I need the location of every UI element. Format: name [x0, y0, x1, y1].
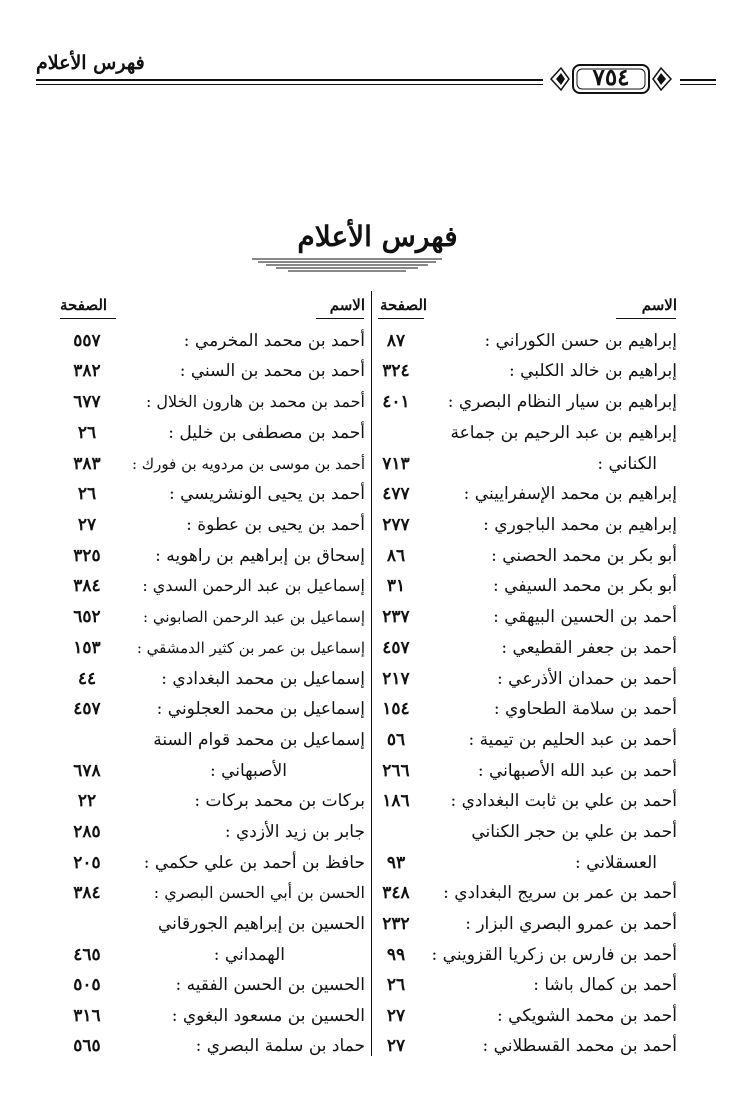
entry-name: إبراهيم بن خالد الكلبي : — [509, 361, 677, 381]
entry-name: الحسين بن إبراهيم الجورقاني — [157, 914, 365, 934]
entry-page — [52, 724, 122, 756]
entry-name: أحمد بن حمدان الأذرعي : — [497, 669, 677, 689]
entry-page: ٣٨٤ — [73, 576, 101, 596]
entry-name: أحمد بن علي بن ثابت البغدادي : — [450, 791, 677, 811]
entry-page: ٦٧٨ — [73, 761, 101, 781]
entry-page — [372, 417, 420, 449]
entry-name: إسماعيل بن عمر بن كثير الدمشقي : — [136, 639, 365, 657]
entry-page — [52, 908, 122, 940]
entry-name: الحسين بن مسعود البغوي : — [171, 1006, 365, 1026]
entry-page: ٣٢٥ — [73, 546, 101, 566]
right-name-header: الاسم — [641, 296, 677, 314]
header-rule — [680, 84, 716, 85]
entry-name: إبراهيم بن محمد الباجوري : — [483, 515, 677, 535]
entry-page: ٥٠٥ — [73, 975, 101, 995]
entry-page: ٢٧ — [386, 1006, 406, 1026]
entry-page: ٣٢٤ — [382, 361, 410, 381]
entry-name: أحمد بن كمال باشا : — [533, 975, 677, 995]
entry-page: ٤٧٧ — [382, 484, 410, 504]
entry-name: أحمد بن يحيى بن عطوة : — [186, 515, 365, 535]
entry-page: ٦٥٢ — [73, 607, 101, 627]
entry-name: أحمد بن محمد الشويكي : — [497, 1006, 677, 1026]
entry-name: بركات بن محمد بركات : — [194, 791, 365, 811]
entry-name: أحمد بن علي بن حجر الكناني — [471, 822, 677, 842]
left-name-header: الاسم — [329, 296, 365, 314]
entry-name: إسماعيل بن محمد البغدادي : — [161, 669, 365, 689]
entry-name: الحسين بن الحسن الفقيه : — [175, 975, 365, 995]
entry-page: ٢٢ — [77, 791, 97, 811]
entry-page: ٢٣٢ — [382, 914, 410, 934]
entry-name: العسقلاني : — [574, 853, 657, 873]
header-underline — [378, 318, 424, 319]
entry-page: ٤٥٧ — [73, 699, 101, 719]
entry-page: ٢٨٥ — [73, 822, 101, 842]
entry-name: إسماعيل بن محمد العجلوني : — [156, 699, 365, 719]
entry-page: ٤٥٧ — [382, 638, 410, 658]
entry-name: الكناني : — [597, 454, 657, 474]
entry-name: أحمد بن فارس بن زكريا القزويني : — [431, 945, 677, 965]
entry-name: أحمد بن موسى بن مردويه بن فورك : — [131, 455, 365, 473]
entry-name: أحمد بن عمر بن سريج البغدادي : — [443, 883, 677, 903]
entry-name: أحمد بن مصطفى بن خليل : — [168, 423, 365, 443]
entry-page: ٣٨٢ — [73, 361, 101, 381]
entry-name: أحمد بن محمد بن هارون الخلال : — [145, 392, 365, 411]
entry-page: ٦٧٧ — [73, 392, 101, 412]
entry-page: ٢٦٦ — [382, 761, 410, 781]
header-underline — [60, 318, 116, 319]
entry-page: ٤٦٥ — [73, 945, 101, 965]
entry-page: ٢٦ — [386, 975, 406, 995]
entry-name: الأصبهاني : — [209, 761, 287, 781]
entry-page: ٨٦ — [386, 546, 406, 566]
entry-name: أحمد بن يحيى الونشريسي : — [168, 484, 365, 504]
entry-name: أحمد بن محمد القسطلاني : — [482, 1036, 677, 1056]
left-page-header: الصفحة — [60, 296, 108, 314]
entry-page — [372, 816, 420, 848]
entry-name: إسحاق بن إبراهيم بن راهويه : — [155, 546, 365, 566]
page-title: فهرس الأعلام — [297, 220, 458, 253]
entry-page: ٨٧ — [386, 331, 406, 351]
entry-page: ٢٠٥ — [73, 853, 101, 873]
entry-name: إسماعيل بن محمد قوام السنة — [153, 730, 365, 750]
entry-name: أحمد بن عبد الله الأصبهاني : — [477, 761, 677, 781]
entry-name: إبراهيم بن حسن الكوراني : — [484, 331, 677, 351]
entry-name: أحمد بن عمرو البصري البزار : — [465, 914, 677, 934]
entry-page: ٣١٦ — [73, 1006, 101, 1026]
header-underline — [616, 318, 676, 319]
entry-page: ٣١ — [386, 576, 406, 596]
entry-page: ٥٦٥ — [73, 1036, 101, 1056]
entry-name: إبراهيم بن محمد الإسفراييني : — [463, 484, 677, 504]
header-rule — [680, 79, 716, 81]
entry-page: ٩٩ — [386, 945, 406, 965]
entry-name: إسماعيل بن عبد الرحمن الصابوني : — [143, 608, 365, 626]
entry-page: ٥٦ — [386, 730, 406, 750]
entry-page: ٢٧ — [386, 1036, 406, 1056]
entry-page: ١٥٣ — [73, 638, 101, 658]
entry-name: إسماعيل بن عبد الرحمن السدي : — [142, 576, 365, 595]
entry-page: ٥٥٧ — [73, 331, 101, 351]
entry-name: حافظ بن أحمد بن علي حكمي : — [143, 853, 365, 873]
entry-name: أحمد بن محمد المخرمي : — [183, 331, 365, 351]
entry-name: إبراهيم بن سيار النظام البصري : — [447, 392, 677, 412]
entry-page: ٩٣ — [386, 853, 406, 873]
entry-name: جابر بن زيد الأزدي : — [224, 822, 365, 842]
entry-name: حماد بن سلمة البصري : — [195, 1036, 365, 1056]
entry-page: ٤٠١ — [382, 392, 410, 412]
entry-name: أحمد بن عبد الحليم بن تيمية : — [468, 730, 677, 750]
entry-name: الهمداني : — [213, 945, 285, 965]
entry-page: ١٨٦ — [382, 791, 410, 811]
entry-name: أحمد بن سلامة الطحاوي : — [493, 699, 677, 719]
entry-page: ٣٨٤ — [73, 883, 101, 903]
header-rule — [36, 79, 543, 81]
entry-name: الحسن بن أبي الحسن البصري : — [153, 883, 365, 902]
entry-page: ٤٤ — [77, 669, 97, 689]
title-ornament-rules — [252, 258, 442, 272]
right-page-header: الصفحة — [380, 296, 428, 314]
entry-page: ٢٧ — [77, 515, 97, 535]
entry-page: ٢٦ — [77, 484, 97, 504]
entry-name: أبو بكر بن محمد الحصني : — [491, 546, 677, 566]
page-number: ٧٥٤ — [592, 64, 630, 91]
entry-page: ٢١٧ — [382, 669, 410, 689]
entry-name: أحمد بن محمد بن السني : — [179, 361, 365, 381]
header-rule — [36, 84, 543, 85]
header-underline — [316, 318, 364, 319]
entry-page: ٢٦ — [77, 423, 97, 443]
entry-name: إبراهيم بن عبد الرحيم بن جماعة — [450, 423, 677, 443]
entry-page: ٣٨٣ — [73, 454, 101, 474]
entry-name: أحمد بن الحسين البيهقي : — [493, 607, 677, 627]
entry-page: ١٥٤ — [382, 699, 410, 719]
entry-name: أبو بكر بن محمد السيفي : — [493, 576, 677, 596]
entry-name: أحمد بن جعفر القطيعي : — [501, 638, 677, 658]
entry-page: ٢٣٧ — [382, 607, 410, 627]
entry-page: ٣٤٨ — [382, 883, 410, 903]
running-header-title: فهرس الأعلام — [36, 52, 145, 74]
entry-page: ٧١٣ — [382, 454, 410, 474]
entry-page: ٢٧٧ — [382, 515, 410, 535]
